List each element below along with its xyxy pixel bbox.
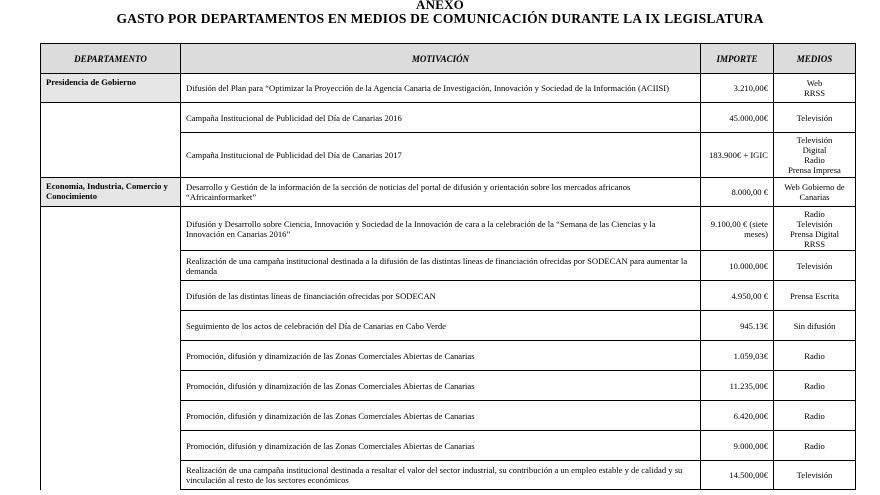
cell-medios: Sin difusión <box>774 311 856 341</box>
cell-motivacion: Promoción, difusión y dinamización de las Zonas Comerciales Abiertas de Canarias <box>181 401 701 431</box>
cell-medios: Radio <box>774 341 856 371</box>
cell-departamento <box>41 133 181 178</box>
cell-medios: Radio <box>774 431 856 461</box>
cell-medios: Televisión <box>774 103 856 133</box>
cell-departamento: Economía, Industria, Comercio y Conocimiento <box>41 178 181 207</box>
cell-medios: Radio <box>774 401 856 431</box>
cell-importe: 9.000,00€ <box>701 431 774 461</box>
cell-motivacion: Difusión y Desarrollo sobre Ciencia, Innovación y Sociedad de la Innovación de cara a la celebración de la “Semana de las Ciencias y la Innovación en Canarias 2016” <box>181 207 701 251</box>
table-row <box>41 371 856 401</box>
cell-motivacion: Desarrollo y Gestión de la información de la sección de noticias del portal de difusión y orientación sobre los mercados africanos “Africainformarket” <box>181 178 701 207</box>
table-row <box>41 207 856 251</box>
cell-importe: 3.210,00€ <box>701 74 774 103</box>
cell-departamento <box>41 207 181 251</box>
cell-medios: Web Gobierno de Canarias <box>774 178 856 207</box>
cell-importe: 45.000,00€ <box>701 103 774 133</box>
header-importe: IMPORTE <box>701 44 774 74</box>
document-subtitle: GASTO POR DEPARTAMENTOS EN MEDIOS DE COMUNICACIÓN DURANTE LA IX LEGISLATURA <box>116 11 764 26</box>
cell-departamento <box>41 461 181 490</box>
header-medios: MEDIOS <box>774 44 856 74</box>
cell-importe: 1.059,03€ <box>701 341 774 371</box>
cell-motivacion: Realización de una campaña institucional destinada a resaltar el valor del sector industrial, su contribución a un empleo estable y de calidad y su vinculación al resto de los sectores económicos <box>181 461 701 490</box>
table-row <box>41 401 856 431</box>
cell-importe: 9.100,00 € (siete meses) <box>701 207 774 251</box>
cell-departamento <box>41 251 181 281</box>
cell-importe: 6.420,00€ <box>701 401 774 431</box>
cell-motivacion: Realización de una campaña institucional destinada a la difusión de las distintas líneas de financiación ofrecidas por SODECAN para aumentar la demanda <box>181 251 701 281</box>
cell-importe: 10.000,00€ <box>701 251 774 281</box>
cell-departamento <box>41 103 181 133</box>
table-row <box>41 281 856 311</box>
expense-table <box>40 43 856 490</box>
cell-medios: Televisión <box>774 251 856 281</box>
cell-medios: Televisión <box>774 461 856 490</box>
cell-medios: Web RRSS <box>774 74 856 103</box>
cell-medios: Prensa Escrita <box>774 281 856 311</box>
table-row <box>41 133 856 178</box>
cell-motivacion: Promoción, difusión y dinamización de las Zonas Comerciales Abiertas de Canarias <box>181 371 701 401</box>
table-row <box>41 341 856 371</box>
header-motivacion: MOTIVACIÓN <box>181 44 701 74</box>
cell-importe: 183.900€ + IGIC <box>701 133 774 178</box>
table-row <box>41 431 856 461</box>
document-title: ANEXO <box>416 0 464 12</box>
cell-departamento <box>41 311 181 341</box>
cell-motivacion: Difusión del Plan para “Optimizar la Proyección de la Agencia Canaria de Investigación, Innovación y Sociedad de la Información (ACIISI) <box>181 74 701 103</box>
table-row <box>41 461 856 490</box>
cell-medios: Radio Televisión Prensa Digital RRSS <box>774 207 856 251</box>
table-row <box>41 178 856 207</box>
cell-departamento <box>41 281 181 311</box>
table-row <box>41 251 856 281</box>
table-row <box>41 74 856 103</box>
cell-departamento <box>41 371 181 401</box>
header-departamento: DEPARTAMENTO <box>41 44 181 74</box>
cell-departamento <box>41 401 181 431</box>
cell-motivacion: Difusión de las distintas líneas de financiación ofrecidas por SODECAN <box>181 281 701 311</box>
cell-motivacion: Campaña Institucional de Publicidad del Día de Canarias 2016 <box>181 103 701 133</box>
cell-motivacion: Seguimiento de los actos de celebración del Día de Canarias en Cabo Verde <box>181 311 701 341</box>
cell-importe: 4.950,00 € <box>701 281 774 311</box>
cell-importe: 8.000,00 € <box>701 178 774 207</box>
cell-motivacion: Promoción, difusión y dinamización de las Zonas Comerciales Abiertas de Canarias <box>181 431 701 461</box>
cell-departamento <box>41 431 181 461</box>
cell-departamento: Presidencia de Gobierno <box>41 74 181 103</box>
cell-departamento <box>41 341 181 371</box>
cell-motivacion: Campaña Institucional de Publicidad del Día de Canarias 2017 <box>181 133 701 178</box>
cell-medios: Televisión Digital Radio Prensa Impresa <box>774 133 856 178</box>
cell-importe: 945.13€ <box>701 311 774 341</box>
table-row <box>41 103 856 133</box>
table-header-row <box>41 44 856 74</box>
cell-medios: Radio <box>774 371 856 401</box>
table-row <box>41 311 856 341</box>
cell-importe: 11.235,00€ <box>701 371 774 401</box>
cell-importe: 14.500,00€ <box>701 461 774 490</box>
cell-motivacion: Promoción, difusión y dinamización de las Zonas Comerciales Abiertas de Canarias <box>181 341 701 371</box>
